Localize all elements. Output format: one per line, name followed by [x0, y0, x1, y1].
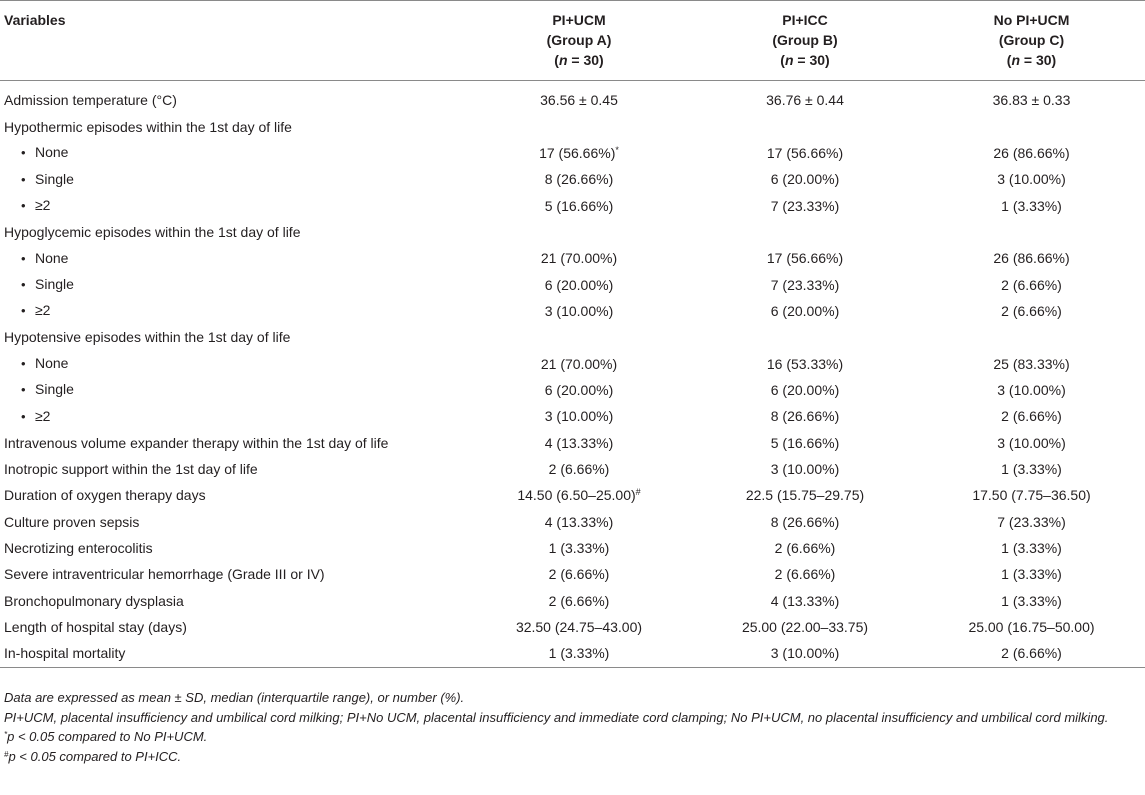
- n-value: = 30: [571, 52, 600, 68]
- cell-group-a: 5 (16.66%): [544, 197, 614, 214]
- header-group-c: [918, 1, 1145, 81]
- cell-group-b: 6 (20.00%): [770, 171, 840, 188]
- n-value: = 30: [797, 52, 826, 68]
- table-footnotes: [4, 688, 1144, 766]
- row-label: Inotropic support within the 1st day of life: [4, 460, 258, 477]
- row-label: [0, 166, 466, 192]
- row-label: Culture proven sepsis: [4, 513, 140, 530]
- footnote-mark: *: [4, 730, 8, 739]
- group-a-label: (Group A): [546, 32, 612, 48]
- row-label-text: Single: [35, 276, 74, 293]
- cell-group-c: [918, 324, 1145, 350]
- cell-group-a: 2 (6.66%): [548, 566, 610, 583]
- row-label-text: Single: [35, 381, 74, 398]
- cell-group-c: 2 (6.66%): [1001, 645, 1062, 662]
- cell-group-a: 2 (6.66%): [548, 592, 610, 609]
- cell-group-a: 1 (3.33%): [548, 645, 610, 662]
- section-label: Hypoglycemic episodes within the 1st day of life: [4, 223, 301, 240]
- cell-group-b: 2 (6.66%): [774, 566, 836, 583]
- row-label: [0, 245, 466, 271]
- footnote-data-format: Data are expressed as mean ± SD, median (interquartile range), or number (%).: [4, 690, 465, 705]
- row-label: [0, 298, 466, 324]
- footnote-abbreviations: PI+UCM, placental insufficiency and umbilical cord milking; PI+No UCM, placental insufficiency and immediate cord clamping; No PI+UCM, no placental insufficiency and umbilical cord milking.: [4, 709, 1109, 725]
- bullet-icon: •: [21, 171, 26, 187]
- cell-group-b: 6 (20.00%): [770, 381, 840, 398]
- group-b-label: (Group B): [772, 32, 838, 48]
- row-label-text: ≥2: [35, 197, 51, 214]
- header-group-a: [466, 1, 692, 81]
- cell-group-c: [918, 113, 1145, 139]
- table-row: [0, 614, 1145, 640]
- cell-group-b: 4 (13.33%): [770, 592, 840, 609]
- cell-group-a: [466, 219, 692, 245]
- table-row: [0, 140, 1145, 166]
- table-row: [0, 561, 1145, 587]
- header-variables: Variables: [4, 12, 66, 28]
- cell-group-b: 2 (6.66%): [774, 540, 836, 557]
- cell-group-c: 2 (6.66%): [1001, 276, 1062, 293]
- cell-group-c: [918, 219, 1145, 245]
- cell-group-a: 6 (20.00%): [544, 381, 614, 398]
- cell-group-a: 4 (13.33%): [544, 513, 614, 530]
- cell-group-c: 2 (6.66%): [1001, 408, 1062, 425]
- footnote-text: p < 0.05 compared to PI+ICC.: [8, 748, 182, 764]
- bullet-icon: •: [21, 145, 26, 161]
- cell-group-a: [466, 324, 692, 350]
- table-row: [0, 588, 1145, 614]
- row-label: [0, 271, 466, 297]
- cell-group-c: 1 (3.33%): [1001, 540, 1062, 557]
- cell-group-c: 3 (10.00%): [997, 381, 1066, 398]
- row-label: [0, 350, 466, 376]
- table-body: [0, 81, 1145, 668]
- row-label: Admission temperature (°C): [4, 92, 177, 109]
- row-label: [0, 377, 466, 403]
- section-label: Hypotensive episodes within the 1st day of life: [4, 329, 291, 346]
- table-row: [0, 298, 1145, 324]
- group-a-name: PI+UCM: [552, 12, 606, 28]
- row-label: Length of hospital stay (days): [4, 619, 187, 636]
- footnote-text: p < 0.05 compared to No PI+UCM.: [7, 729, 208, 744]
- cell-group-b: 3 (10.00%): [770, 645, 840, 662]
- cell-group-a: 3 (10.00%): [544, 302, 614, 319]
- row-label: Intravenous volume expander therapy within the 1st day of life: [4, 434, 389, 451]
- cell-group-b: 3 (10.00%): [770, 460, 840, 477]
- cell-group-c: 17.50 (7.75–36.50): [972, 487, 1091, 504]
- cell-group-b: 36.76 ± 0.44: [766, 92, 844, 109]
- footnote-mark: #: [635, 487, 641, 498]
- row-label: [0, 192, 466, 218]
- table-row: [0, 456, 1145, 482]
- cell-group-c: 1 (3.33%): [1001, 460, 1062, 477]
- cell-group-c: 1 (3.33%): [1001, 592, 1062, 609]
- cell-group-a: [466, 113, 692, 139]
- table-row: [0, 81, 1145, 114]
- cell-group-b: [692, 219, 918, 245]
- cell-value: 14.50 (6.50–25.00): [517, 487, 636, 504]
- cell-group-a: 4 (13.33%): [544, 434, 614, 451]
- table-row: [0, 509, 1145, 535]
- group-c-n: (n = 30): [1006, 52, 1057, 68]
- bullet-icon: •: [21, 198, 26, 214]
- cell-group-c: 1 (3.33%): [1001, 197, 1062, 214]
- cell-group-c: 2 (6.66%): [1001, 302, 1062, 319]
- n-symbol: n: [784, 52, 794, 68]
- n-symbol: n: [558, 52, 568, 68]
- cell-group-b: 5 (16.66%): [770, 434, 840, 451]
- cell-group-a: 36.56 ± 0.45: [540, 92, 618, 109]
- table-row: [0, 166, 1145, 192]
- n-symbol: n: [1011, 52, 1021, 68]
- row-label: Duration of oxygen therapy days: [4, 487, 206, 504]
- row-label-text: None: [35, 249, 69, 266]
- cell-group-a: 8 (26.66%): [544, 171, 614, 188]
- cell-group-c: 1 (3.33%): [1001, 566, 1062, 583]
- cell-group-c: 36.83 ± 0.33: [992, 92, 1071, 109]
- group-b-n: (n = 30): [780, 52, 830, 68]
- section-label: Hypothermic episodes within the 1st day of life: [4, 118, 292, 135]
- cell-group-c: 7 (23.33%): [997, 513, 1066, 530]
- group-b-name: PI+ICC: [782, 12, 828, 28]
- cell-group-c: 3 (10.00%): [997, 434, 1066, 451]
- row-label-text: None: [35, 144, 69, 161]
- table-row: [0, 482, 1145, 508]
- table-row: [0, 271, 1145, 297]
- cell-group-a: [466, 140, 692, 166]
- group-c-label: (Group C): [998, 32, 1065, 48]
- group-c-name: No PI+UCM: [993, 12, 1070, 28]
- table-row: [0, 324, 1145, 350]
- bullet-icon: •: [21, 382, 26, 398]
- table-row: [0, 219, 1145, 245]
- table-row: [0, 377, 1145, 403]
- table-row: [0, 350, 1145, 376]
- bullet-icon: •: [21, 303, 26, 319]
- cell-group-a: 3 (10.00%): [544, 408, 614, 425]
- cell-value: 17 (56.66%): [539, 144, 616, 161]
- cell-group-a: 32.50 (24.75–43.00): [515, 619, 643, 636]
- bullet-icon: •: [21, 250, 26, 266]
- cell-group-b: 8 (26.66%): [770, 513, 840, 530]
- table-row: [0, 640, 1145, 667]
- cell-group-b: 22.5 (15.75–29.75): [745, 487, 865, 504]
- group-a-n: (n = 30): [554, 52, 604, 68]
- header-row: [0, 1, 1145, 81]
- header-group-b: [692, 1, 918, 81]
- row-label: In-hospital mortality: [4, 645, 126, 662]
- row-label: Bronchopulmonary dysplasia: [4, 592, 184, 609]
- footnote-significance-b: [4, 747, 1144, 767]
- n-value: = 30: [1023, 52, 1052, 68]
- cell-group-b: 17 (56.66%): [766, 144, 844, 161]
- footnote-mark: #: [4, 749, 9, 759]
- cell-group-b: 25.00 (22.00–33.75): [741, 619, 869, 636]
- cell-group-c: 25.00 (16.75–50.00): [968, 619, 1095, 636]
- cell-group-b: 7 (23.33%): [770, 276, 840, 293]
- cell-group-b: 17 (56.66%): [766, 250, 844, 267]
- table-row: [0, 192, 1145, 218]
- bullet-icon: •: [21, 408, 26, 424]
- cell-group-a: 1 (3.33%): [548, 540, 610, 557]
- cell-group-a: 6 (20.00%): [544, 276, 614, 293]
- table-row: [0, 245, 1145, 271]
- cell-group-a: [466, 482, 692, 508]
- row-label-text: ≥2: [35, 407, 51, 424]
- cell-group-b: 7 (23.33%): [770, 197, 840, 214]
- cell-group-c: 26 (86.66%): [993, 250, 1070, 267]
- cell-group-a: 21 (70.00%): [540, 355, 618, 372]
- cell-group-b: [692, 113, 918, 139]
- row-label-text: None: [35, 355, 69, 372]
- table-row: [0, 113, 1145, 139]
- footnote-significance-a: [4, 727, 1144, 747]
- table-row: [0, 535, 1145, 561]
- cell-group-b: 6 (20.00%): [770, 302, 840, 319]
- row-label: [0, 140, 466, 166]
- footnote-mark: *: [615, 144, 619, 155]
- bullet-icon: •: [21, 277, 26, 293]
- cell-group-c: 3 (10.00%): [997, 171, 1066, 188]
- cell-group-b: [692, 324, 918, 350]
- cell-group-a: 21 (70.00%): [540, 250, 618, 267]
- row-label: [0, 403, 466, 429]
- table-row: [0, 429, 1145, 455]
- table-row: [0, 403, 1145, 429]
- row-label-text: ≥2: [35, 302, 51, 319]
- row-label-text: Single: [35, 170, 74, 187]
- cell-group-a: 2 (6.66%): [548, 460, 610, 477]
- cell-group-b: 8 (26.66%): [770, 408, 840, 425]
- bullet-icon: •: [21, 356, 26, 372]
- row-label: Severe intraventricular hemorrhage (Grade III or IV): [4, 566, 325, 583]
- cell-group-c: 25 (83.33%): [993, 355, 1070, 372]
- cell-group-c: 26 (86.66%): [993, 144, 1070, 161]
- row-label: Necrotizing enterocolitis: [4, 540, 153, 557]
- cell-group-b: 16 (53.33%): [766, 355, 844, 372]
- table-header: [0, 1, 1145, 81]
